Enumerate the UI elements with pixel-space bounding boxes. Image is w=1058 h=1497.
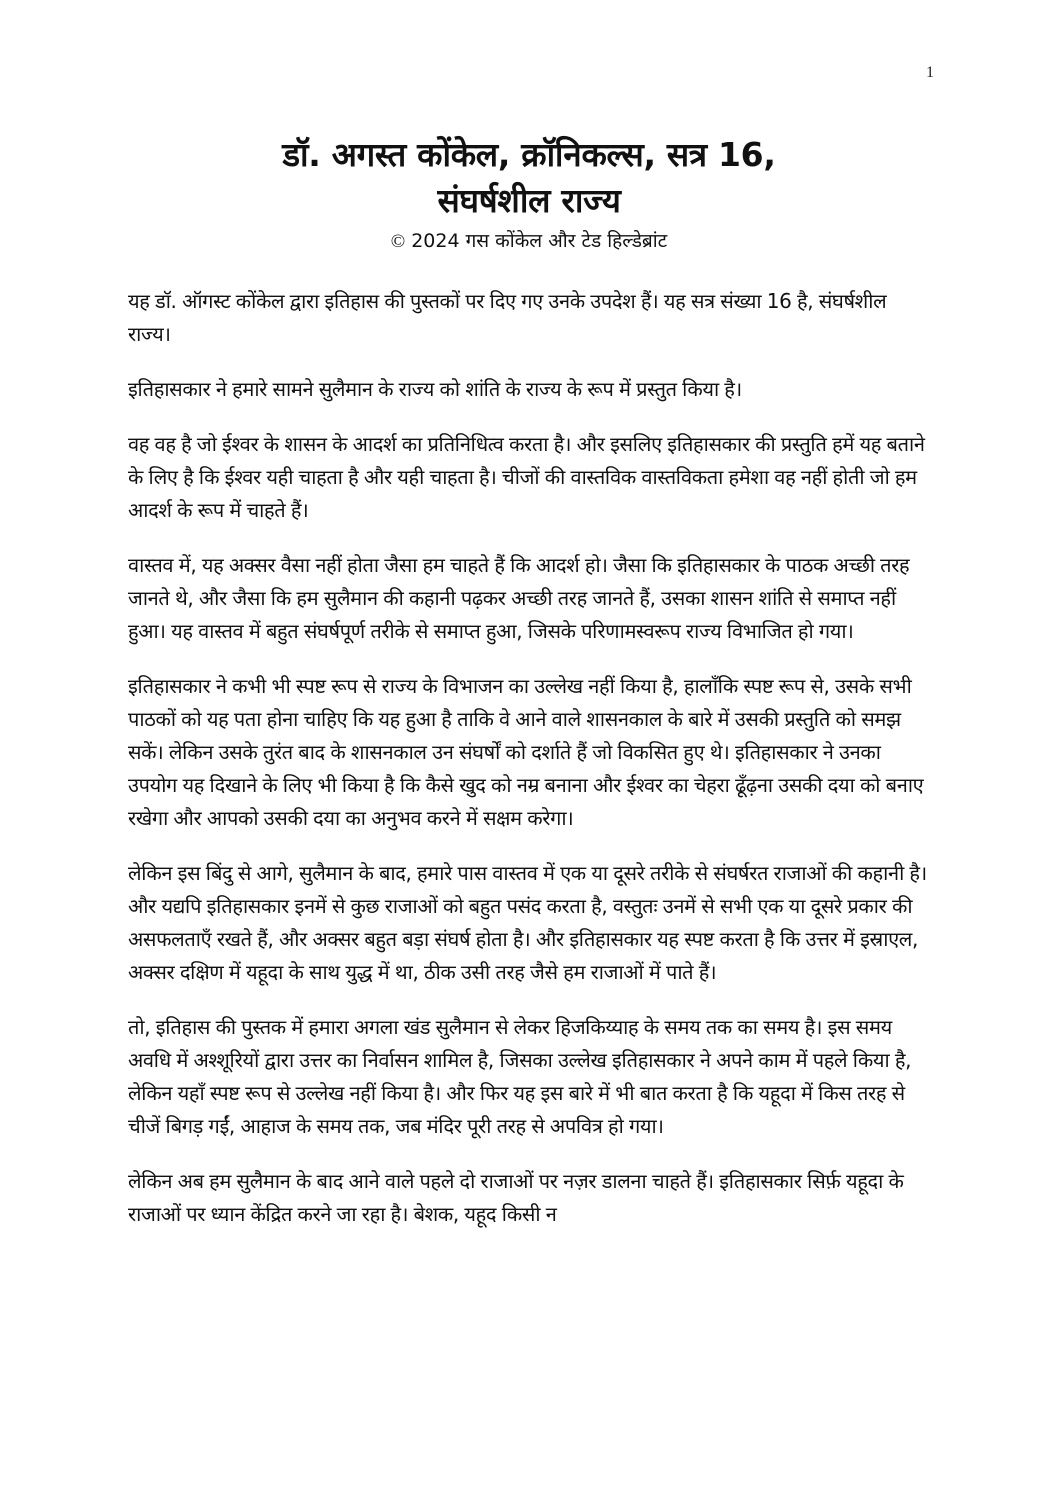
paragraph-2: इतिहासकार ने हमारे सामने सुलैमान के राज्य को शांति के राज्य के रूप में प्रस्तुत किया है। [128,377,742,401]
paragraph-1: यह डॉ. ऑगस्ट कोंकेल द्वारा इतिहास की पुस्तकों पर दिए गए उनके उपदेश हैं। यह सत्र संख्या 16 है, संघर्षशील राज्य। [128,289,887,346]
paragraph-4: वास्तव में, यह अक्सर वैसा नहीं होता जैसा हम चाहते हैं कि आदर्श हो। जैसा कि इतिहासकार के पाठक अच्छी तरह जानते थे, और जैसा कि हम सुलैमान की कहानी पढ़कर अच्छी तरह जानते हैं, उसका शासन शांति से समाप्त नहीं हुआ। यह वास्तव में बहुत संघर्षपूर्ण तरीके से समाप्त हुआ, जिसके परिणामस्वरूप राज्य विभाजित हो गया। [128,553,910,643]
copyright-symbol: © [390,231,406,252]
copyright-text: 2024 गस कोंकेल और टेड हिल्डेब्रांट [411,230,668,252]
paragraph-6: लेकिन इस बिंदु से आगे, सुलैमान के बाद, हमारे पास वास्तव में एक या दूसरे तरीके से संघर्षरत राजाओं की कहानी है। और यद्यपि इतिहासकार इनमें से कुछ राजाओं को बहुत पसंद करता है, वस्तुतः उनमें से सभी एक या दूसरे प्रकार की असफलताएँ रखते हैं, और अक्सर बहुत बड़ा संघर्ष होता है। और इतिहासकार यह स्पष्ट करता है कि उत्तर में इस्राएल, अक्सर दक्षिण में यहूदा के साथ युद्ध में था, ठीक उसी तरह जैसे हम राजाओं में पाते हैं। [128,861,927,984]
title-line-2: संघर्षशील राज्य [437,181,621,220]
paragraph-7: तो, इतिहास की पुस्तक में हमारा अगला खंड सुलैमान से लेकर हिजकिय्याह के समय तक का समय है। इस समय अवधि में अश्शूरियों द्वारा उत्तर का निर्वासन शामिल है, जिसका उल्लेख इतिहासकार ने अपने काम में पहले किया है, लेकिन यहाँ स्पष्ट रूप से उल्लेख नहीं किया है। और फिर यह इस बारे में भी बात करता है कि यहूदा में किस तरह से चीजें बिगड़ गईं, आहाज के समय तक, जब मंदिर पूरी तरह से अपवित्र हो गया। [128,1015,912,1138]
body-text [128,285,928,1253]
title-line-1: डॉ. अगस्त कोंकेल, क्रॉनिकल्स, सत्र 16, [282,135,776,174]
title-block [0,132,1058,255]
page-number: 1 [926,64,934,81]
paragraph-5: इतिहासकार ने कभी भी स्पष्ट रूप से राज्य के विभाजन का उल्लेख नहीं किया है, हालाँकि स्पष्ट रूप से, उसके सभी पाठकों को यह पता होना चाहिए कि यह हुआ है ताकि वे आने वाले शासनकाल के बारे में उसकी प्रस्तुति को समझ सकें। लेकिन उसके तुरंत बाद के शासनकाल उन संघर्षों को दर्शाते हैं जो विकसित हुए थे। इतिहासकार ने उनका उपयोग यह दिखाने के लिए भी किया है कि कैसे खुद को नम्र बनाना और ईश्वर का चेहरा ढूँढ़ना उसकी दया को बनाए रखेगा और आपको उसकी दया का अनुभव करने में सक्षम करेगा। [128,674,924,830]
paragraph-8: लेकिन अब हम सुलैमान के बाद आने वाले पहले दो राजाओं पर नज़र डालना चाहते हैं। इतिहासकार सिर्फ़ यहूदा के राजाओं पर ध्यान केंद्रित करने जा रहा है। बेशक, यहूद किसी न [128,1169,904,1226]
copyright-line [0,228,1058,255]
paragraph-3: वह वह है जो ईश्वर के शासन के आदर्श का प्रतिनिधित्व करता है। और इसलिए इतिहासकार की प्रस्तुति हमें यह बताने के लिए है कि ईश्वर यही चाहता है और यही चाहता है। चीजों की वास्तविक वास्तविकता हमेशा वह नहीं होती जो हम आदर्श के रूप में चाहते हैं। [128,432,925,522]
